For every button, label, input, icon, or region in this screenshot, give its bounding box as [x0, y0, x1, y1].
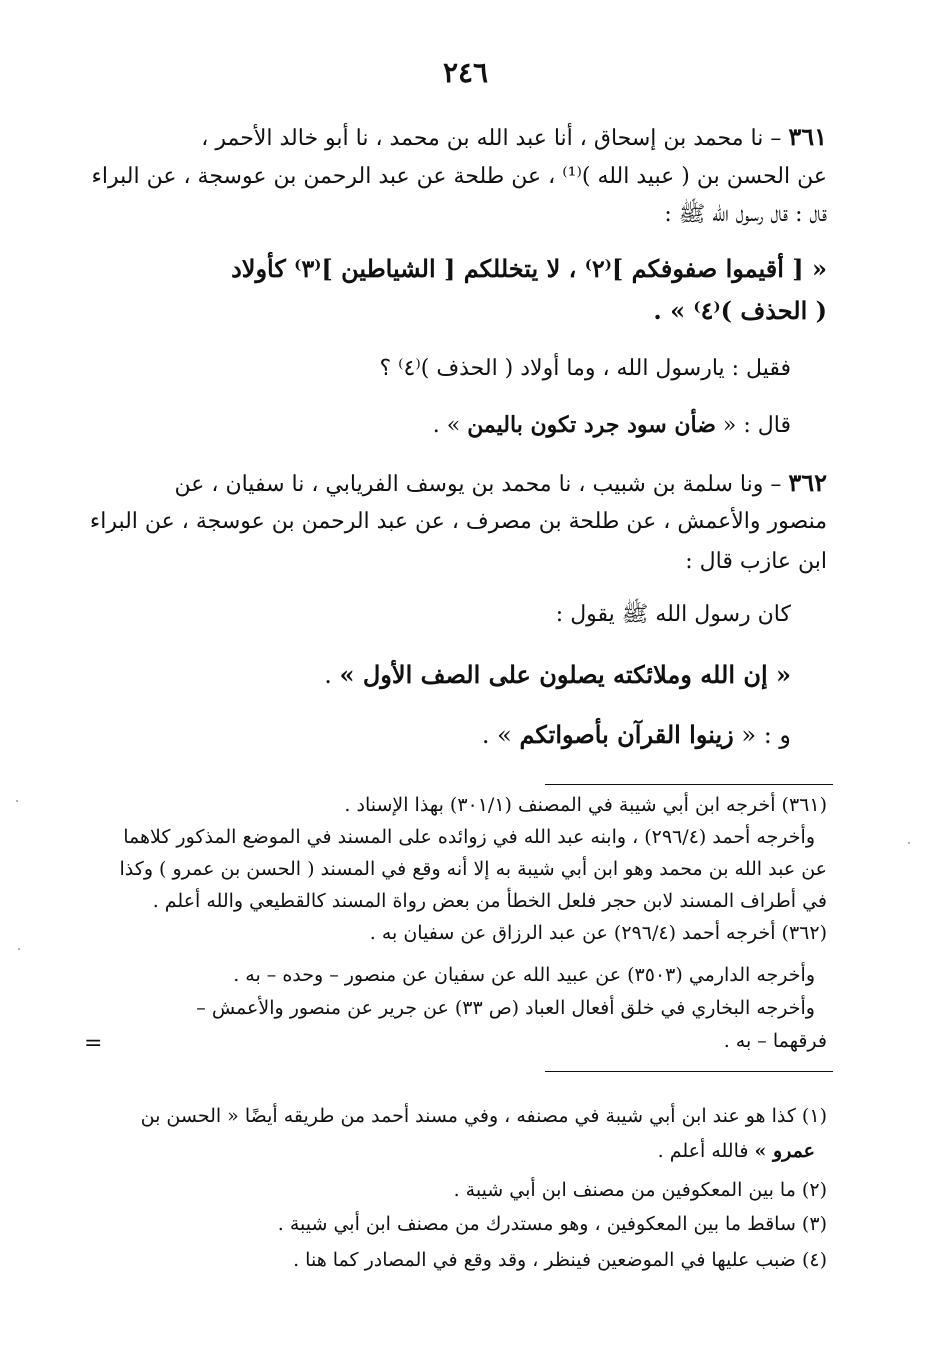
hadith-361-question: فقيل : يارسول الله ، وما أولاد ( الحذف )⁽٤⁾ ؟	[379, 356, 791, 381]
scan-speck	[16, 800, 18, 802]
answer-text: ضأن سود جرد تكون باليمن	[467, 412, 716, 438]
hadith-361-matn-line-1: « [ أقيموا صفوفكم ]⁽٢⁾ ، لا يتخللكم [ الشياطين ]⁽٣⁾ كأولاد	[231, 254, 827, 283]
hadith-362-isnad-text-1: – ونا سلمة بن شبيب ، نا محمد بن يوسف الفريابي ، نا سفيان ، عن	[174, 472, 789, 497]
takhrij-line-6: وأخرجه الدارمي (٣٥٠٣) عن عبيد الله عن سفيان عن منصور – وحده – به .	[233, 964, 815, 986]
hadith-362-intro: كان رسول الله ﷺ يقول :	[555, 602, 791, 627]
takhrij-separator	[545, 784, 833, 785]
hadith-362-isnad-line-2: منصور والأعمش ، عن طلحة بن مصرف ، عن عبد الرحمن بن عوسجة ، عن البراء	[89, 509, 827, 534]
footnote-4: (٤) ضبب عليها في الموضعين فينظر ، وقد وقع في المصادر كما هنا .	[293, 1249, 827, 1271]
matn-2-prefix: و : «	[733, 721, 791, 749]
takhrij-line-4: في أطراف المسند لابن حجر فلعل الخطأ من بعض رواة المسند كالقطيعي والله أعلم .	[152, 890, 827, 912]
continuation-mark: =	[84, 1031, 103, 1056]
footnote-2: (٢) ما بين المعكوفين من مصنف ابن أبي شيبة .	[453, 1179, 827, 1201]
answer-suffix: » .	[432, 413, 468, 438]
footnote-1-bold: عمرو »	[754, 1140, 815, 1162]
hadith-362-isnad-line-1	[76, 466, 827, 500]
hadith-362-matn-1	[76, 656, 791, 694]
scan-speck	[908, 842, 910, 844]
hadith-361-isnad-line-3: قال : قال رسول الله ﷺ :	[664, 202, 827, 227]
hadith-361-isnad-text-1: – نا محمد بن إسحاق ، أنا عبد الله بن محمد ، نا أبو خالد الأحمر ،	[201, 126, 789, 151]
hadith-361-matn-line-2: ( الحذف )⁽٤⁾ » .	[653, 296, 827, 325]
footnote-1-line-1: (١) كذا هو عند ابن أبي شيبة في مصنفه ، وفي مسند أحمد من طريقه أيضًا « الحسن بن	[140, 1105, 827, 1127]
hadith-362-number: ٣٦٢	[788, 468, 827, 497]
takhrij-line-8: فرقهما – به .	[723, 1030, 827, 1052]
page-number: ٢٤٦	[442, 56, 489, 89]
matn-2-text: زينوا القرآن بأصواتكم	[519, 720, 734, 749]
takhrij-line-3: عن عبد الله بن محمد وهو ابن أبي شيبة به إلا أنه وقع في المسند ( الحسن بن عمرو ) وكذا	[119, 858, 827, 880]
takhrij-line-2: وأخرجه أحمد (٢٩٦/٤) ، وابنه عبد الله في زوائده على المسند في الموضع المذكور كلاهما	[123, 826, 815, 848]
hadith-361-answer	[76, 408, 791, 442]
takhrij-line-1: (٣٦١) أخرجه ابن أبي شيبة في المصنف (٣٠١/١) بهذا الإسناد .	[344, 794, 827, 816]
takhrij-line-5: (٣٦٢) أخرجه أحمد (٢٩٦/٤) عن عبد الرزاق عن سفيان به .	[369, 922, 827, 944]
matn-1-text: « إن الله وملائكته يصلون على الصف الأول »	[339, 660, 791, 689]
hadith-361-isnad-line-1	[76, 120, 827, 154]
footnotes-separator	[545, 1071, 833, 1072]
hadith-362-matn-2	[76, 716, 791, 754]
hadith-361-number: ٣٦١	[788, 122, 827, 151]
answer-prefix: قال : «	[715, 413, 791, 438]
footnote-1-line-2	[76, 1136, 815, 1166]
footnote-3: (٣) ساقط ما بين المعكوفين ، وهو مستدرك من مصنف ابن أبي شيبة .	[277, 1213, 827, 1235]
takhrij-line-7: وأخرجه البخاري في خلق أفعال العباد (ص ٣٣) عن جرير عن منصور والأعمش –	[196, 997, 815, 1019]
scan-speck	[18, 948, 20, 950]
hadith-361-isnad-line-2: عن الحسن بن ( عبيد الله )⁽¹⁾ ، عن طلحة عن عبد الرحمن بن عوسجة ، عن البراء	[91, 164, 827, 189]
hadith-362-isnad-line-3: ابن عازب قال :	[685, 549, 827, 574]
matn-1-suffix: .	[324, 661, 340, 689]
footnote-1-rest: فالله أعلم .	[657, 1140, 755, 1162]
matn-2-suffix: » .	[481, 721, 520, 749]
